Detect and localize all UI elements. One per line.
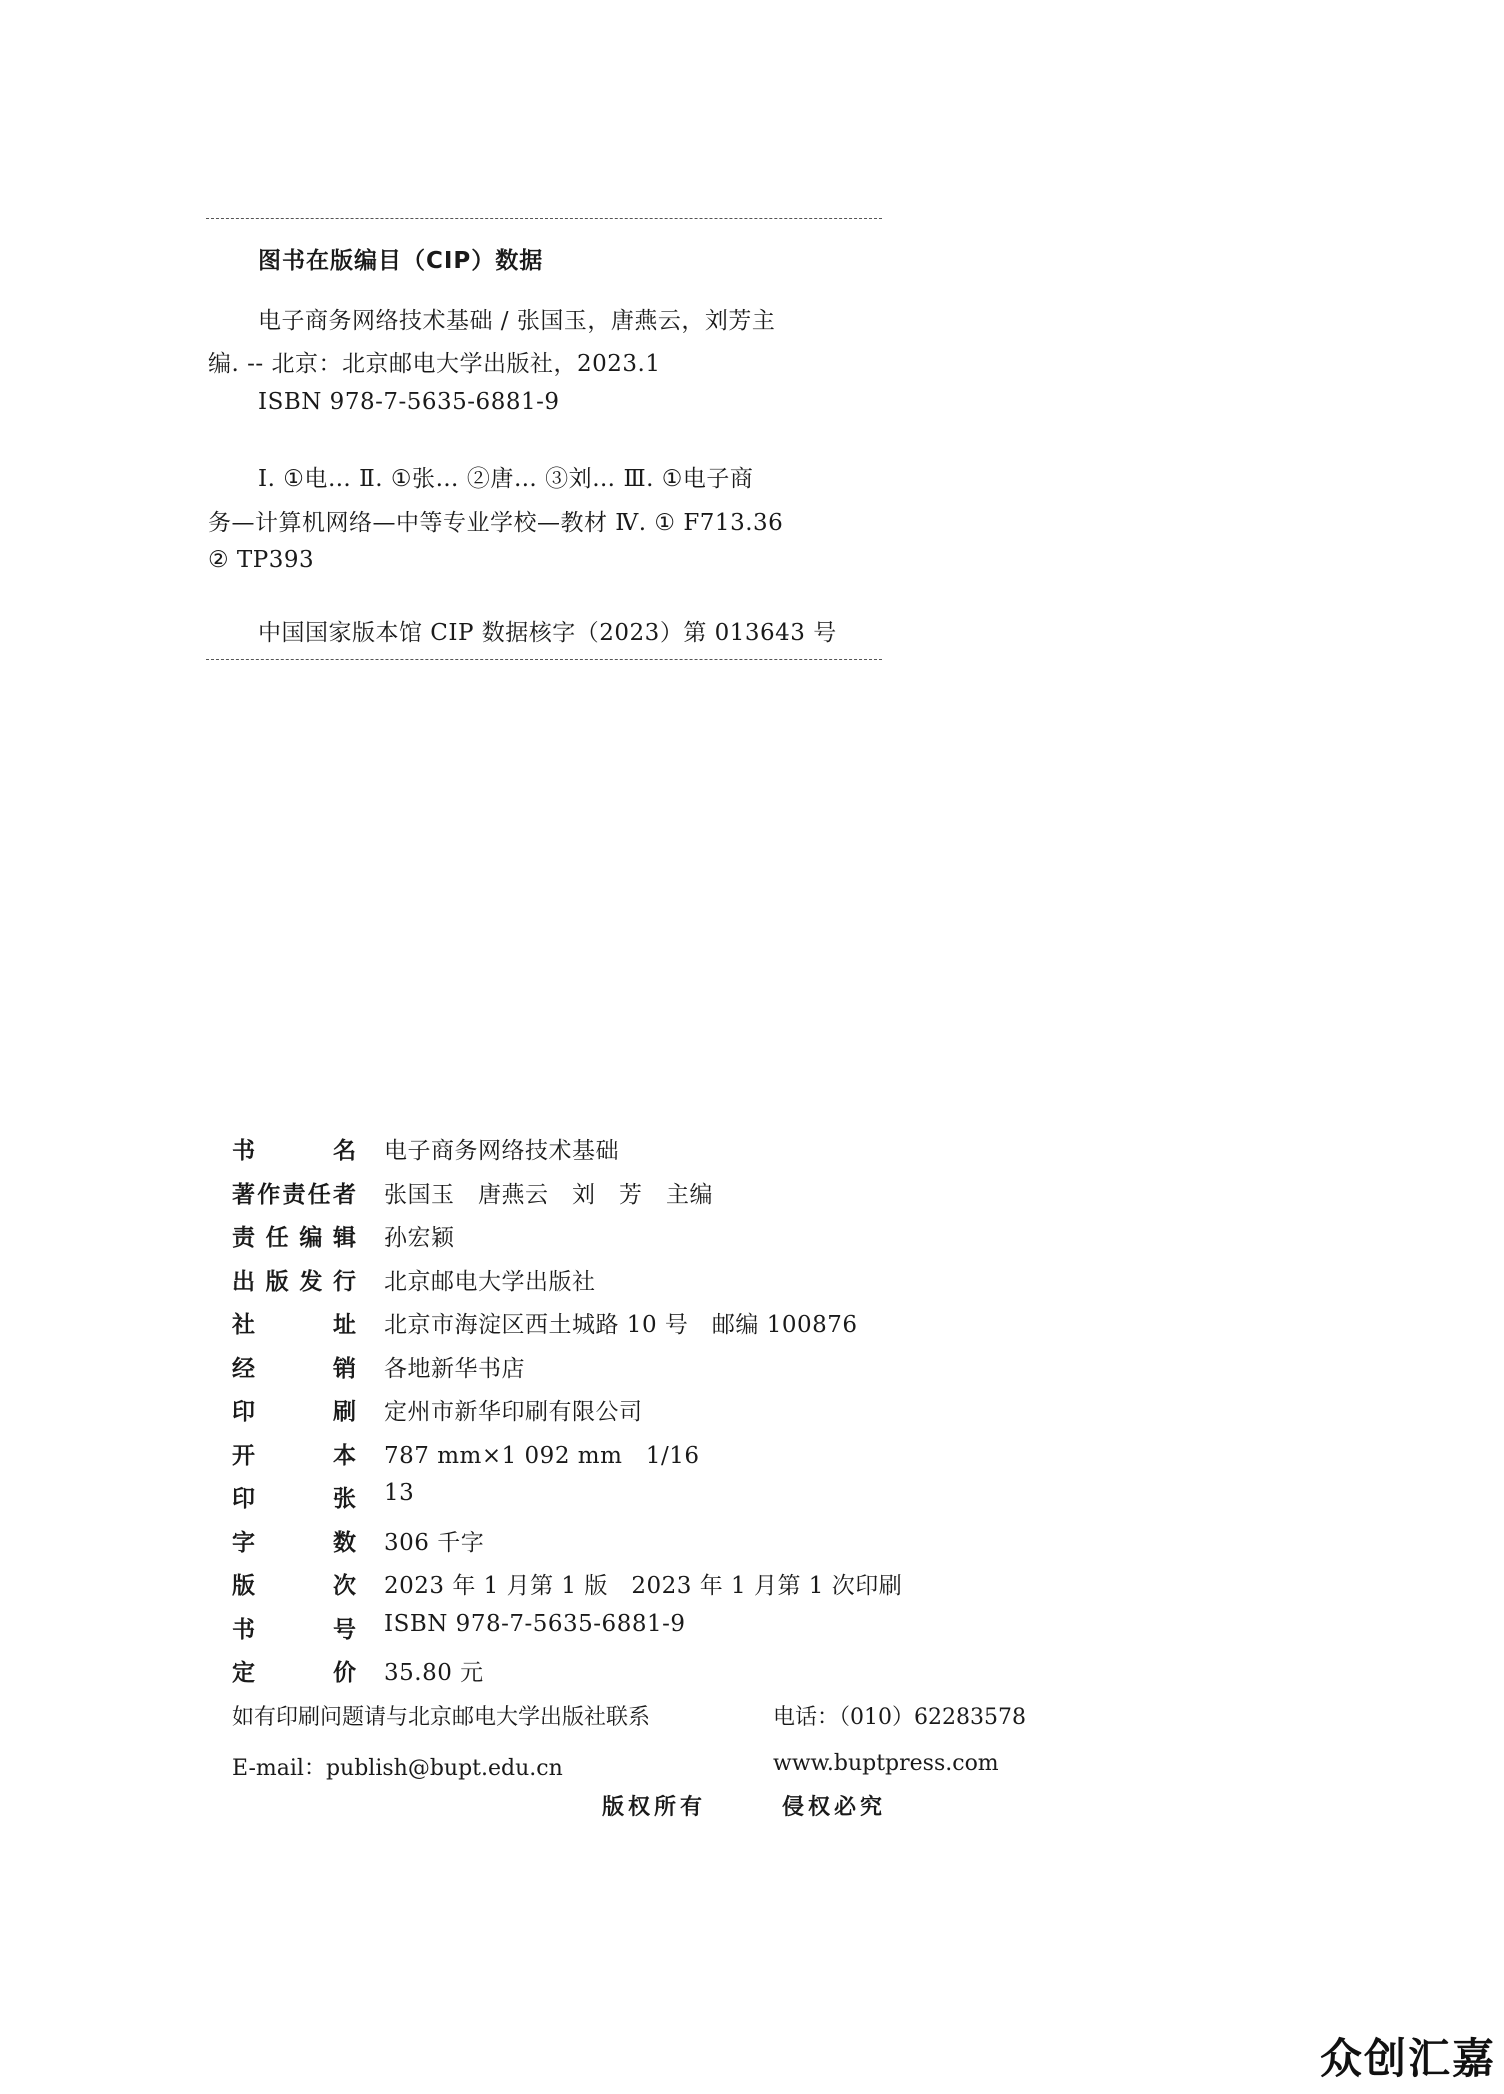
cip-line-6: ② TP393 [208,547,315,573]
info-label: 印刷 [232,1399,356,1425]
info-label: 书名 [232,1138,356,1164]
print-issue-note: 如有印刷问题请与北京邮电大学出版社联系 [232,1705,651,1730]
info-value: 787 mm×1 092 mm 1/16 [384,1442,700,1469]
cip-line-4: Ⅰ. ①电… Ⅱ. ①张… ②唐… ③刘… Ⅲ. ①电子商 [258,466,754,492]
contact-email: E-mail：publish@bupt.edu.cn [232,1756,563,1781]
info-label: 定价 [232,1660,356,1686]
info-value: 定州市新华印刷有限公司 [384,1399,643,1425]
copyright-notice: 版权所有 [602,1795,707,1820]
bottom-dashed-rule [206,659,882,660]
info-value: 2023 年 1 月第 1 版 2023 年 1 月第 1 次印刷 [384,1573,903,1599]
watermark-logo: 众创汇嘉 [1319,2034,1496,2083]
cip-line-3: ISBN 978-7-5635-6881-9 [258,389,560,415]
info-label: 著作责任者 [232,1181,356,1208]
info-value: 13 [384,1480,415,1506]
cip-line-2: 编. -- 北京：北京邮电大学出版社，2023.1 [208,351,661,377]
info-value: 北京市海淀区西土城路 10 号 邮编 100876 [384,1312,858,1338]
info-value: 306 千字 [384,1529,485,1556]
info-label: 书号 [232,1616,356,1643]
cip-line-1: 电子商务网络技术基础 / 张国玉，唐燕云，刘芳主 [258,308,776,334]
info-value: 35.80 元 [384,1660,484,1686]
info-label: 版次 [232,1573,356,1599]
publisher-website: www.buptpress.com [773,1751,999,1776]
info-label: 开本 [232,1442,356,1469]
info-value: 各地新华书店 [384,1355,525,1382]
info-label: 经销 [232,1355,356,1382]
info-value: 张国玉 唐燕云 刘 芳 主编 [384,1181,713,1208]
infringement-notice: 侵权必究 [782,1795,887,1820]
top-dashed-rule [206,218,882,219]
cip-heading: 图书在版编目（CIP）数据 [258,248,544,274]
info-label: 印张 [232,1486,356,1512]
info-label: 社址 [232,1312,356,1338]
info-label: 责任编辑 [232,1225,356,1251]
info-value: 电子商务网络技术基础 [384,1138,619,1164]
info-label: 字数 [232,1529,356,1556]
info-value: 北京邮电大学出版社 [384,1268,596,1295]
cip-line-5: 务—计算机网络—中等专业学校—教材 Ⅳ. ① F713.36 [208,510,784,536]
info-label: 出版发行 [232,1268,356,1295]
contact-phone: 电话：（010）62283578 [773,1705,1026,1730]
cip-line-7: 中国国家版本馆 CIP 数据核字（2023）第 013643 号 [258,620,837,646]
info-value: ISBN 978-7-5635-6881-9 [384,1610,686,1637]
info-value: 孙宏颖 [384,1225,455,1251]
